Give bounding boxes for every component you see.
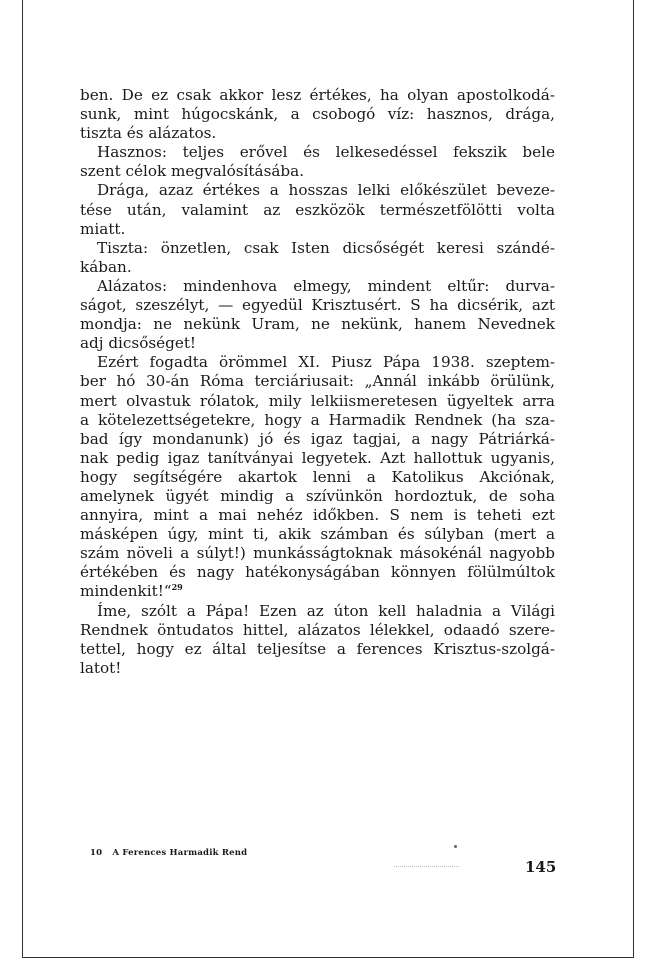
text-line: szent célok megvalósításába. <box>80 162 305 181</box>
footnote-reference: 29 <box>171 582 183 593</box>
text-line: annyira, mint a mai nehéz időkben. S nem is teheti ezt <box>80 506 555 525</box>
paragraph <box>80 181 555 238</box>
text-line: Drága, azaz értékes a hosszas lelki előkészület beveze- <box>97 181 555 200</box>
text-line: miatt. <box>80 219 126 238</box>
text-line: ságot, szeszélyt, — egyedül Krisztusért. S ha dicsérik, azt <box>80 296 555 315</box>
text-line: nak pedig igaz tanítványai legyetek. Azt hallottuk ugyanis, <box>80 448 555 467</box>
body-text <box>80 86 555 678</box>
text-line: Íme, szólt a Pápa! Ezen az úton kell haladnia a Világi <box>97 601 555 620</box>
text-line: hogy segítségére akartok lenni a Katolikus Akciónak, <box>80 467 555 486</box>
text-line: amelynek ügyét mindig a szívünkön hordoztuk, de soha <box>80 486 555 505</box>
text-line: mindenkit!“$^{29}$ <box>80 582 183 601</box>
text-line: bad így mondanunk) jó és igaz tagjai, a nagy Pátriárká- <box>80 429 555 448</box>
paragraph <box>80 353 555 601</box>
text-line: Ezért fogadta örömmel XI. Piusz Pápa 1938. szeptem- <box>97 353 555 372</box>
paragraph <box>80 602 555 678</box>
text-line: szám növeli a súlyt!) munkásságtoknak másokénál nagyobb <box>80 544 555 563</box>
text-line: tiszta és alázatos. <box>80 124 217 143</box>
signature-title: A Ferences Harmadik Rend <box>112 848 248 858</box>
text-line: Tiszta: önzetlen, csak Isten dicsőségét keresi szándé- <box>97 238 555 257</box>
printer-signature-mark <box>90 848 247 858</box>
text-line: tettel, hogy ez által teljesítse a ferences Krisztus-szolgá- <box>80 639 555 658</box>
text-line: értékében és nagy hatékonyságában könnyen fölülmúltok <box>80 563 555 582</box>
text-line: mert olvastuk rólatok, mily lelkiismeretesen ügyeltek arra <box>80 391 555 410</box>
text-line: mondja: ne nekünk Uram, ne nekünk, hanem Nevednek <box>80 315 555 334</box>
paragraph <box>80 86 555 143</box>
paragraph <box>80 239 555 277</box>
text-line: adj dicsőséget! <box>80 334 197 353</box>
text-line: Rendnek öntudatos hittel, alázatos lélekkel, odaadó szere- <box>80 620 555 639</box>
text-line: Hasznos: teljes erővel és lelkesedéssel fekszik bele <box>97 143 555 162</box>
text-line: Alázatos: mindenhova elmegy, mindent eltűr: durva- <box>97 276 555 295</box>
text-line: latot! <box>80 658 122 677</box>
signature-number: 10 <box>90 848 103 858</box>
paragraph <box>80 277 555 353</box>
text-line: másképen úgy, mint ti, akik számban és súlyban (mert a <box>80 525 555 544</box>
print-smudge <box>394 866 459 869</box>
text-line: a kötelezettségetekre, hogy a Harmadik Rendnek (ha sza- <box>80 410 555 429</box>
text-line: ben. De ez csak akkor lesz értékes, ha olyan apostolkodá- <box>80 86 555 104</box>
text-line: sunk, mint húgocskánk, a csobogó víz: hasznos, drága, <box>80 105 555 124</box>
text-line: ber hó 30-án Róma terciáriusait: „Annál inkább örülünk, <box>80 372 555 391</box>
paragraph <box>80 143 555 181</box>
print-speck <box>454 845 457 848</box>
text-line: tése után, valamint az eszközök természetfölötti volta <box>80 200 555 219</box>
text-line: kában. <box>80 257 132 276</box>
page-number: 145 <box>525 858 557 876</box>
